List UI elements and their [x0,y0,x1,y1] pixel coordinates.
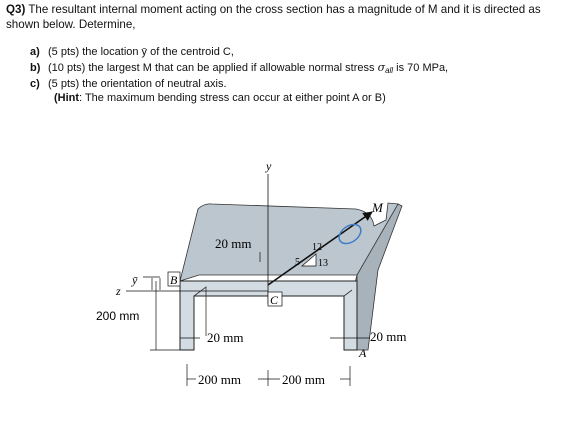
slope-5-label: 5 [295,257,300,268]
part-a-text: (5 pts) the location ȳ of the centroid C, [48,46,234,58]
part-a-label: a) [30,46,40,58]
top-thickness-label: 20 mm [215,236,252,251]
height-dim-label: 200 mm [96,309,140,323]
right-wall-thickness-label: 20 mm [370,329,407,344]
part-b-text: (10 pts) the largest M that can be applied if allowable normal stress [48,62,378,74]
part-c-text: (5 pts) the orientation of neutral axis. [48,78,227,90]
ybar-label: ȳ [132,273,138,287]
sigma-subscript: all [385,66,394,75]
z-axis-label: z [116,284,121,298]
point-a-label: A [359,346,367,360]
left-wall-thickness-label: 20 mm [207,330,244,345]
moment-label: M [372,200,383,215]
question-text: The resultant internal moment acting on the cross section has a magnitude of M and it is directed as shown below. Determine, [6,3,541,31]
point-b-label: B [170,273,178,287]
slope-13-label: 13 [318,258,328,269]
hint-label: (Hint [54,92,80,104]
question-number: Q3) [6,3,26,16]
bottom-right-width-label: 200 mm [282,372,325,387]
hint-text: : The maximum bending stress can occur at either point A or B) [79,92,386,104]
slope-12-label: 12 [312,242,322,253]
y-axis-label: y [266,159,272,173]
sigma-symbol: σ [377,61,386,74]
part-b-label: b) [30,62,41,74]
part-c-label: c) [30,78,40,90]
part-b-text-end: is 70 MPa, [393,62,449,74]
beam-body [180,203,402,350]
bottom-left-width-label: 200 mm [198,372,241,387]
point-c-label: C [270,293,279,307]
